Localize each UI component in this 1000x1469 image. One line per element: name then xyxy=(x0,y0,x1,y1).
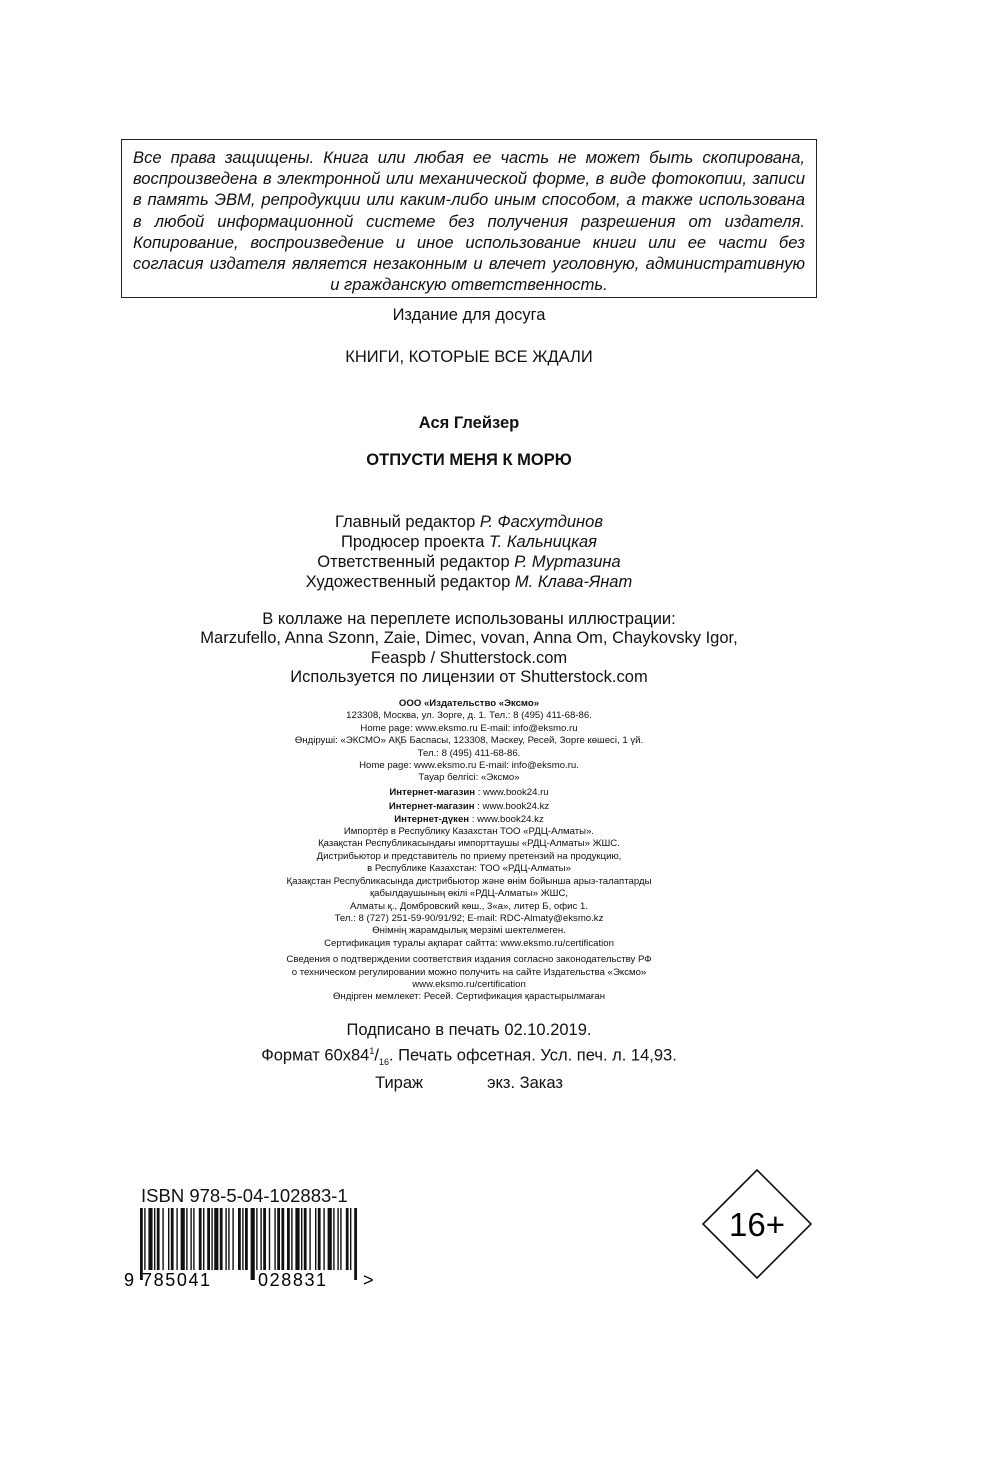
barcode-bar xyxy=(225,1208,226,1270)
editors-block xyxy=(0,512,938,592)
barcode-bar xyxy=(295,1208,299,1270)
barcode-bar xyxy=(157,1208,160,1270)
age-rating-badge xyxy=(701,1168,813,1280)
barcode-bar xyxy=(323,1208,324,1270)
barcode-bar xyxy=(176,1208,177,1270)
barcode-bar xyxy=(245,1208,248,1270)
editor-name: М. Клава-Янат xyxy=(514,573,633,591)
barcode-bar xyxy=(203,1208,204,1270)
print-format: Формат $60x84^1/_{16}$. Печать офсетная. Усл. печ. л. 14,93. xyxy=(261,1046,677,1067)
barcode-bar xyxy=(337,1208,338,1270)
barcode-bar xyxy=(346,1208,349,1270)
barcode-bar xyxy=(220,1208,223,1270)
barcode-bar xyxy=(242,1208,243,1270)
barcode-bar xyxy=(148,1208,152,1270)
online-shop: Интернет-дүкен : www.book24.kz xyxy=(394,813,544,825)
barcode-bar xyxy=(281,1208,284,1270)
barcode-bar xyxy=(333,1208,334,1270)
barcode-bar xyxy=(354,1208,357,1280)
edition-type: Издание для досуга xyxy=(392,306,546,324)
barcode-bar xyxy=(340,1208,341,1270)
editor-name: Р. Муртазина xyxy=(514,553,621,571)
online-shop: Интернет-магазин : www.book24.kz xyxy=(388,801,550,813)
print-details xyxy=(0,1020,938,1094)
barcode-bar xyxy=(181,1208,185,1270)
editor-line: Продюсер проекта Т. Кальницкая xyxy=(340,533,597,551)
barcode-bar xyxy=(256,1208,257,1270)
barcode-digit-lead: 9 xyxy=(124,1270,135,1290)
publisher-info: ООО «Издательство «Эксмо» 123308, Москва, ул. Зорге, д. 1. Тел.: 8 (495) 411-68-86. Home page: www.eksmo.ru E-mail: info@eksmo.ru Өндіруші: «ЭКСМО» АҚБ Баспасы, 123308, Мәскеу, Ресей, Зорге көшесі, 1 үй. Тел.: 8 (495) 411-68-86. Home page: www.eksmo.ru E-mail: info@eksmo.ru. Тауар белгісі: «Эксмо» Интернет-магазин : www.book24.ru Интернет-магазин : www.book24.kz Интернет-дүкен : www.book24.kz Импортёр в Республику Казахстан ТОО «РДЦ-Алматы». Қазақстан Республикасындағы импорттаушы «РДЦ-Алматы» ЖШС. Дистрибьютор и представитель по приему претензий на продукцию, в Республике Казахстан: ТОО «РДЦ-Алматы» Қазақстан Республикасында дистрибьютор және өнім бойынша арыз-талаптарды қабылдаушының өкілі «РДЦ-Алматы» ЖШС, Алматы қ., Домбровский көш., 3«а», литер Б, офис 1. Тел.: 8 (727) 251-59-90/91/92; E-mail: RDC-Almaty@eksmo.kz Өнімнің жарамдылық мерзімі шектелмеген. Сертификация туралы ақпарат сайтта: www.eksmo.ru/certification Сведения о подтверждении соответствия издания согласно законодательству РФ о техническом регулировании можно получить на сайте Издательства «Эксмо» www.eksmo.ru/certification Өндірген мемлекет: Ресей. Сертификация қарастырылмаған xyxy=(0,698,938,1004)
barcode-bar xyxy=(211,1208,212,1270)
barcode-bar xyxy=(144,1208,145,1270)
barcode-bar xyxy=(168,1208,169,1270)
barcode-digits-left: 785041 xyxy=(142,1270,212,1290)
barcode-bar xyxy=(193,1208,194,1270)
series-name: КНИГИ, КОТОРЫЕ ВСЕ ЖДАЛИ xyxy=(345,348,593,366)
rights-text: Все права защищены. Книга или любая ее часть не может быть скопирована, воспроизведена в электронной или механической форме, в виде фотокопии, записи в память ЭВМ, репродукции или каким-либо иным способом, а также использована в любой информационной системе без получения разрешения от издателя. Копирование, воспроизведение и иное использование книги или ее части без согласия издателя является незаконным и влечет уголовную, административную и гражданскую ответственность. xyxy=(133,148,805,295)
barcode-bar xyxy=(301,1208,302,1270)
book-title: ОТПУСТИ МЕНЯ К МОРЮ xyxy=(366,451,572,469)
barcode-bar xyxy=(228,1208,229,1270)
online-shop: Интернет-магазин : www.book24.ru xyxy=(389,786,549,798)
barcode-bar xyxy=(214,1208,218,1270)
editor-name: Т. Кальницкая xyxy=(489,533,597,551)
publisher-name: ООО «Издательство «Эксмо» xyxy=(398,698,540,709)
barcode-bar xyxy=(291,1208,292,1270)
barcode-bar xyxy=(350,1208,351,1270)
barcode-bar xyxy=(304,1208,307,1270)
barcode-bar xyxy=(269,1208,270,1270)
barcode-bar xyxy=(190,1208,191,1270)
barcode-bar xyxy=(309,1208,310,1270)
barcode-bar xyxy=(287,1208,290,1270)
age-rating-label: 16+ xyxy=(729,1206,785,1243)
signed-date: Подписано в печать 02.10.2019. xyxy=(346,1021,592,1039)
barcode-bar xyxy=(263,1208,266,1270)
barcode-bar xyxy=(274,1208,275,1270)
isbn-number: ISBN 978-5-04-102883-1 xyxy=(141,1185,348,1206)
barcode xyxy=(118,1208,383,1290)
barcode-bar xyxy=(238,1208,241,1270)
print-run: Тираж экз. Заказ xyxy=(375,1073,563,1092)
barcode-bar xyxy=(232,1208,233,1270)
barcode-bar xyxy=(260,1208,261,1270)
collage-credits: В коллаже на переплете использованы иллюстрации: Marzufello, Anna Szonn, Zaie, Dimec, vovan, Anna Om, Chaykovsky Igor, Feaspb / Shutterstock.com Используется по лицензии от Shutterstock.com xyxy=(200,610,738,687)
barcode-bar xyxy=(328,1208,332,1270)
barcode-quiet-mark: > xyxy=(363,1270,374,1290)
barcode-bar xyxy=(315,1208,316,1270)
barcode-bar xyxy=(277,1208,280,1270)
rights-notice xyxy=(121,139,817,298)
barcode-bar xyxy=(207,1208,210,1270)
barcode-bar xyxy=(186,1208,187,1270)
barcode-bar xyxy=(154,1208,155,1270)
author-name: Ася Глейзер xyxy=(418,414,520,432)
editor-line: Художественный редактор М. Клава-Янат xyxy=(305,573,633,591)
editor-line: Главный редактор Р. Фасхутдинов xyxy=(335,513,603,531)
barcode-bar xyxy=(251,1208,255,1280)
barcode-bar xyxy=(318,1208,321,1270)
editor-line: Ответственный редактор Р. Муртазина xyxy=(317,553,621,571)
barcode-digits-right: 028831 xyxy=(258,1270,328,1290)
barcode-bar xyxy=(162,1208,163,1270)
editor-name: Р. Фасхутдинов xyxy=(479,513,603,531)
barcode-bar xyxy=(171,1208,174,1270)
barcode-bar xyxy=(199,1208,202,1270)
